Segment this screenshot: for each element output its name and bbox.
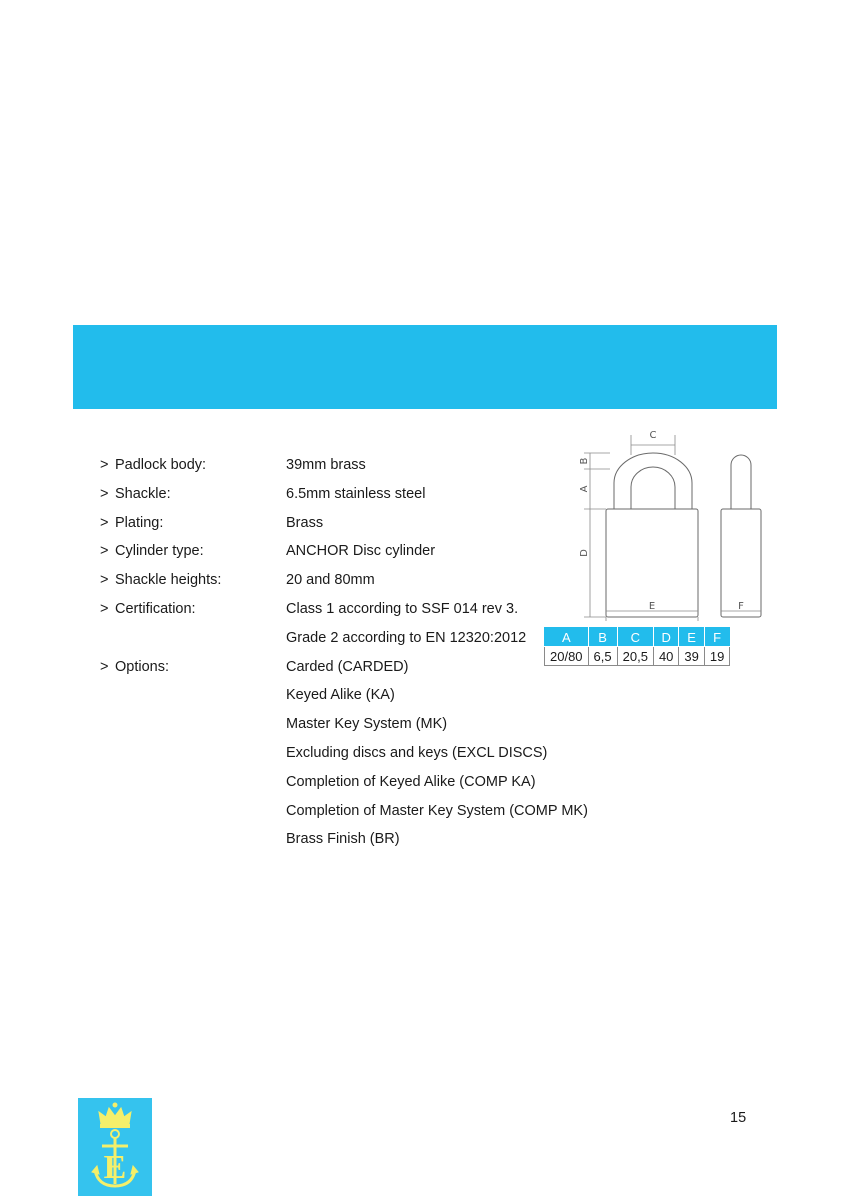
dimension-value: 40 [653,647,678,666]
padlock-dimension-drawing [570,425,770,625]
option-item: Completion of Master Key System (COMP MK) [286,802,588,819]
dimension-value: 39 [679,647,704,666]
spec-value: Class 1 according to SSF 014 rev 3. [286,600,519,617]
spec-value: Brass [286,514,324,531]
dimension-value: 19 [704,647,729,666]
spec-row-cylinder-type [100,537,570,566]
bullet-arrow: > [100,572,109,589]
shackle-outer-outline [614,453,692,509]
spec-label: Plating: [115,514,164,531]
dimension-header: E [679,628,704,647]
spec-row-plating [100,509,570,538]
option-item: Carded (CARDED) [286,658,409,675]
dimension-header: C [617,628,653,647]
option-item: Keyed Alike (KA) [286,687,395,704]
dimension-value: 20/80 [545,647,589,666]
option-item: Excluding discs and keys (EXCL DISCS) [286,744,548,761]
spec-row-shackle-heights [100,566,570,595]
brand-logo [78,1098,152,1196]
dimension-header: B [588,628,617,647]
spec-value: 39mm brass [286,457,366,473]
dimension-label-c: C [649,430,657,441]
bullet-arrow: > [100,658,109,675]
bullet-arrow: > [100,457,109,473]
spec-label: Certification: [115,600,196,617]
dimensions-value-row [545,647,730,666]
spec-label: Options: [115,658,169,675]
option-item: Brass Finish (BR) [286,831,400,848]
bullet-arrow: > [100,600,109,617]
side-shackle-outline [731,455,751,509]
dimension-header: F [704,628,729,647]
spec-list [100,451,588,854]
bullet-arrow: > [100,514,109,531]
dimensions-header-row [545,628,730,647]
dimension-label-b: B [579,457,590,465]
dimension-header: D [653,628,678,647]
spec-row-certification [100,595,570,653]
shackle-inner-outline [631,467,675,509]
dimension-label-f: F [738,601,744,612]
spec-value: ANCHOR Disc cylinder [286,543,436,560]
option-item: Master Key System (MK) [286,716,448,733]
dimension-value: 20,5 [617,647,653,666]
spec-value: Grade 2 according to EN 12320:2012 [286,629,527,646]
dimension-header: A [545,628,589,647]
padlock-technical-drawing [570,425,770,625]
spec-value: 20 and 80mm [286,572,375,589]
spec-label: Shackle heights: [115,572,222,589]
option-item: Completion of Keyed Alike (COMP KA) [286,773,536,790]
spec-row-padlock-body [100,451,570,480]
dimension-value: 6,5 [588,647,617,666]
dimension-label-d: D [579,549,590,557]
spec-label: Cylinder type: [115,543,204,560]
spec-label: Shackle: [115,485,171,502]
logo-letter: E [103,1149,127,1186]
dimension-label-e: E [648,601,656,612]
bullet-arrow: > [100,543,109,560]
crown-anchor-e-emblem-icon [78,1098,152,1196]
header-banner [73,325,777,409]
page-number: 15 [730,1110,747,1126]
spec-label: Padlock body: [115,457,207,473]
dimension-label-a: A [579,485,590,493]
spec-row-shackle [100,480,570,509]
dimensions-table [544,627,730,666]
bullet-arrow: > [100,485,109,502]
spec-value: 6.5mm stainless steel [286,485,426,502]
